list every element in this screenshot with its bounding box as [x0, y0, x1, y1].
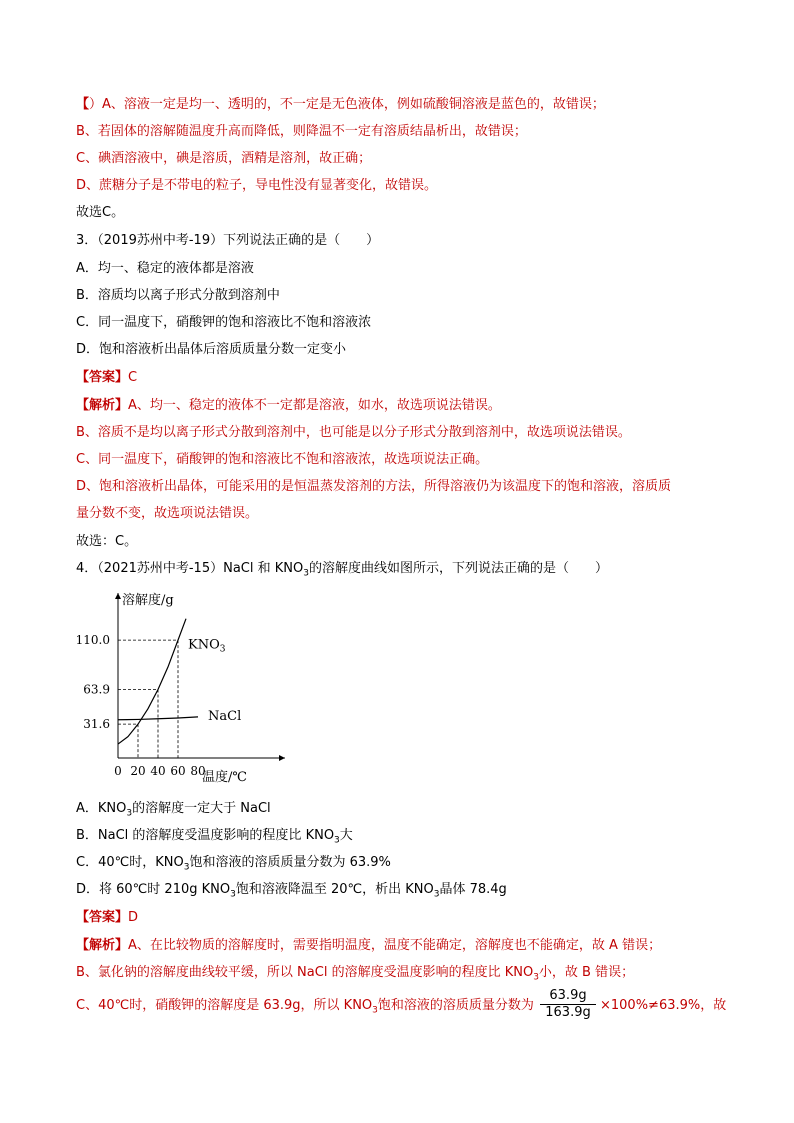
q4-option-b — [76, 827, 353, 850]
y-tick-label: 31.6 — [83, 717, 110, 732]
x-tick-label: 40 — [150, 764, 166, 778]
q4-stem-prefix: 4．（2021苏州中考-15）NaCl 和 KNO — [76, 561, 304, 576]
mass-fraction — [540, 988, 596, 1021]
bracket: 【 — [76, 97, 90, 112]
q4-analysis-b — [76, 964, 634, 987]
q4-option-c — [76, 854, 391, 877]
q3-conclusion: 故选：C。 — [76, 534, 138, 549]
q4-option-c-sub: 3 — [183, 862, 190, 873]
fraction-denominator: 163.9g — [545, 1005, 591, 1020]
q4-answer — [76, 909, 138, 927]
y-tick-label: 63.9 — [83, 682, 110, 697]
q4-option-d-post: 晶体 78.4g — [439, 882, 507, 897]
q4-analysis-c-mid: 饱和溶液的溶质质量分数为 — [377, 998, 534, 1013]
prev-analysis-d: D、蔗糖分子是不带电的粒子，导电性没有显著变化，故错误。 — [76, 178, 438, 193]
q3-answer-value: C — [128, 370, 138, 385]
fraction-numerator: 63.9g — [540, 988, 596, 1005]
q4-stem — [76, 560, 608, 583]
q3-option-b: B．溶质均以离子形式分散到溶剂中 — [76, 288, 280, 303]
prev-analysis-a-text: ）A、溶液一定是均一、透明的，不一定是无色液体，例如硫酸铜溶液是蓝色的，故错误； — [89, 97, 605, 112]
q4-analysis-c — [76, 997, 534, 1020]
q4-option-a-post: 的溶解度一定大于 NaCl — [132, 801, 271, 816]
q4-analysis-c-pre: C、40℃时，硝酸钾的溶解度是 63.9g，所以 KNO — [76, 998, 373, 1013]
q4-option-c-pre: C．40℃时，KNO — [76, 855, 184, 870]
q4-answer-value: D — [128, 910, 139, 925]
x-tick-label: 80 — [190, 764, 206, 778]
q3-analysis-label: 【解析】 — [76, 398, 129, 413]
q4-option-d-mid: 饱和溶液降温至 20℃，析出 KNO — [235, 882, 434, 897]
q4-analysis-b-sub: 3 — [533, 972, 539, 983]
q4-option-d-sub: 3 — [230, 889, 236, 900]
q3-stem: 3．（2019苏州中考-19）下列说法正确的是（ ） — [76, 233, 380, 248]
q4-option-a-pre: A．KNO — [76, 801, 127, 816]
q4-analysis-a — [76, 937, 661, 955]
prev-analysis-a — [76, 96, 605, 114]
q3-analysis-a — [76, 397, 501, 415]
series-line-kno3 — [118, 619, 186, 744]
solubility-chart — [75, 588, 340, 788]
q3-option-d: D．饱和溶液析出晶体后溶质质量分数一定变小 — [76, 342, 347, 357]
q4-option-b-sub: 3 — [334, 835, 340, 846]
q3-analysis-d2: 量分数不变，故选项说法错误。 — [76, 506, 259, 521]
q4-analysis-c-sub: 3 — [372, 1005, 378, 1016]
q4-analysis-b-post: 小，故 B 错误； — [538, 965, 635, 980]
x-tick-label: 0 — [114, 764, 122, 778]
q4-option-b-pre: B．NaCl 的溶解度受温度影响的程度比 KNO — [76, 828, 335, 843]
q4-analysis-a-text: A、在比较物质的溶解度时，需要指明温度，温度不能确定，溶解度也不能确定，故 A 错误； — [128, 938, 662, 953]
prev-analysis-b: B、若固体的溶解随温度升高而降低，则降温不一定有溶质结晶析出，故错误； — [76, 124, 527, 139]
q4-option-a-sub: 3 — [126, 808, 133, 819]
q3-analysis-b: B、溶质不是均以离子形式分散到溶剂中，也可能是以分子形式分散到溶剂中，故选项说法错误。 — [76, 425, 631, 440]
prev-conclusion: 故选C。 — [76, 205, 125, 220]
q3-option-c: C．同一温度下，硝酸钾的饱和溶液比不饱和溶液浓 — [76, 315, 372, 330]
q4-option-a — [76, 800, 271, 823]
q4-option-d-sub2: 3 — [433, 889, 440, 900]
q3-answer-label: 【答案】 — [76, 370, 129, 385]
series-label-kno3: $KNO_3$ — [188, 637, 226, 655]
q4-option-c-post: 饱和溶液的溶质质量分数为 63.9% — [189, 855, 391, 870]
q4-analysis-label: 【解析】 — [76, 938, 129, 953]
series-label-subscript: 3 — [219, 644, 226, 655]
q4-analysis-b-pre: B、氯化钠的溶解度曲线较平缓，所以 NaCl 的溶解度受温度影响的程度比 KNO — [76, 965, 534, 980]
q4-stem-suffix: 的溶解度曲线如图所示，下列说法正确的是（ ） — [308, 561, 608, 576]
x-axis-arrow — [279, 755, 285, 761]
q3-analysis-c: C、同一温度下，硝酸钾的饱和溶液比不饱和溶液浓，故选项说法正确。 — [76, 452, 489, 467]
q4-stem-sub: 3 — [303, 568, 309, 579]
q4-answer-label: 【答案】 — [76, 910, 129, 925]
q4-analysis-c-tail: ×100%≠63.9%，故 — [600, 998, 727, 1013]
y-tick-label: 110.0 — [75, 633, 110, 648]
prev-analysis-c: C、碘酒溶液中，碘是溶质，酒精是溶剂，故正确； — [76, 151, 372, 166]
x-axis-label: 温度/℃ — [202, 770, 247, 785]
q3-analysis-d1: D、饱和溶液析出晶体，可能采用的是恒温蒸发溶剂的方法，所得溶液仍为该温度下的饱和溶液，溶质质 — [76, 479, 672, 494]
y-axis-label: 溶解度/g — [122, 593, 174, 608]
x-tick-label: 60 — [170, 764, 186, 778]
q3-analysis-a-text: A、均一、稳定的液体不一定都是溶液，如水，故选项说法错误。 — [128, 398, 501, 413]
q4-option-b-post: 大 — [339, 828, 353, 843]
q3-answer — [76, 369, 137, 387]
q4-option-d-pre: D．将 60℃时 210g KNO — [76, 882, 231, 897]
q3-option-a: A．均一、稳定的液体都是溶液 — [76, 261, 254, 276]
x-tick-label: 20 — [130, 764, 146, 778]
y-axis-arrow — [115, 593, 121, 599]
q4-option-d — [76, 881, 507, 904]
series-label-nacl: NaCl — [208, 708, 242, 724]
